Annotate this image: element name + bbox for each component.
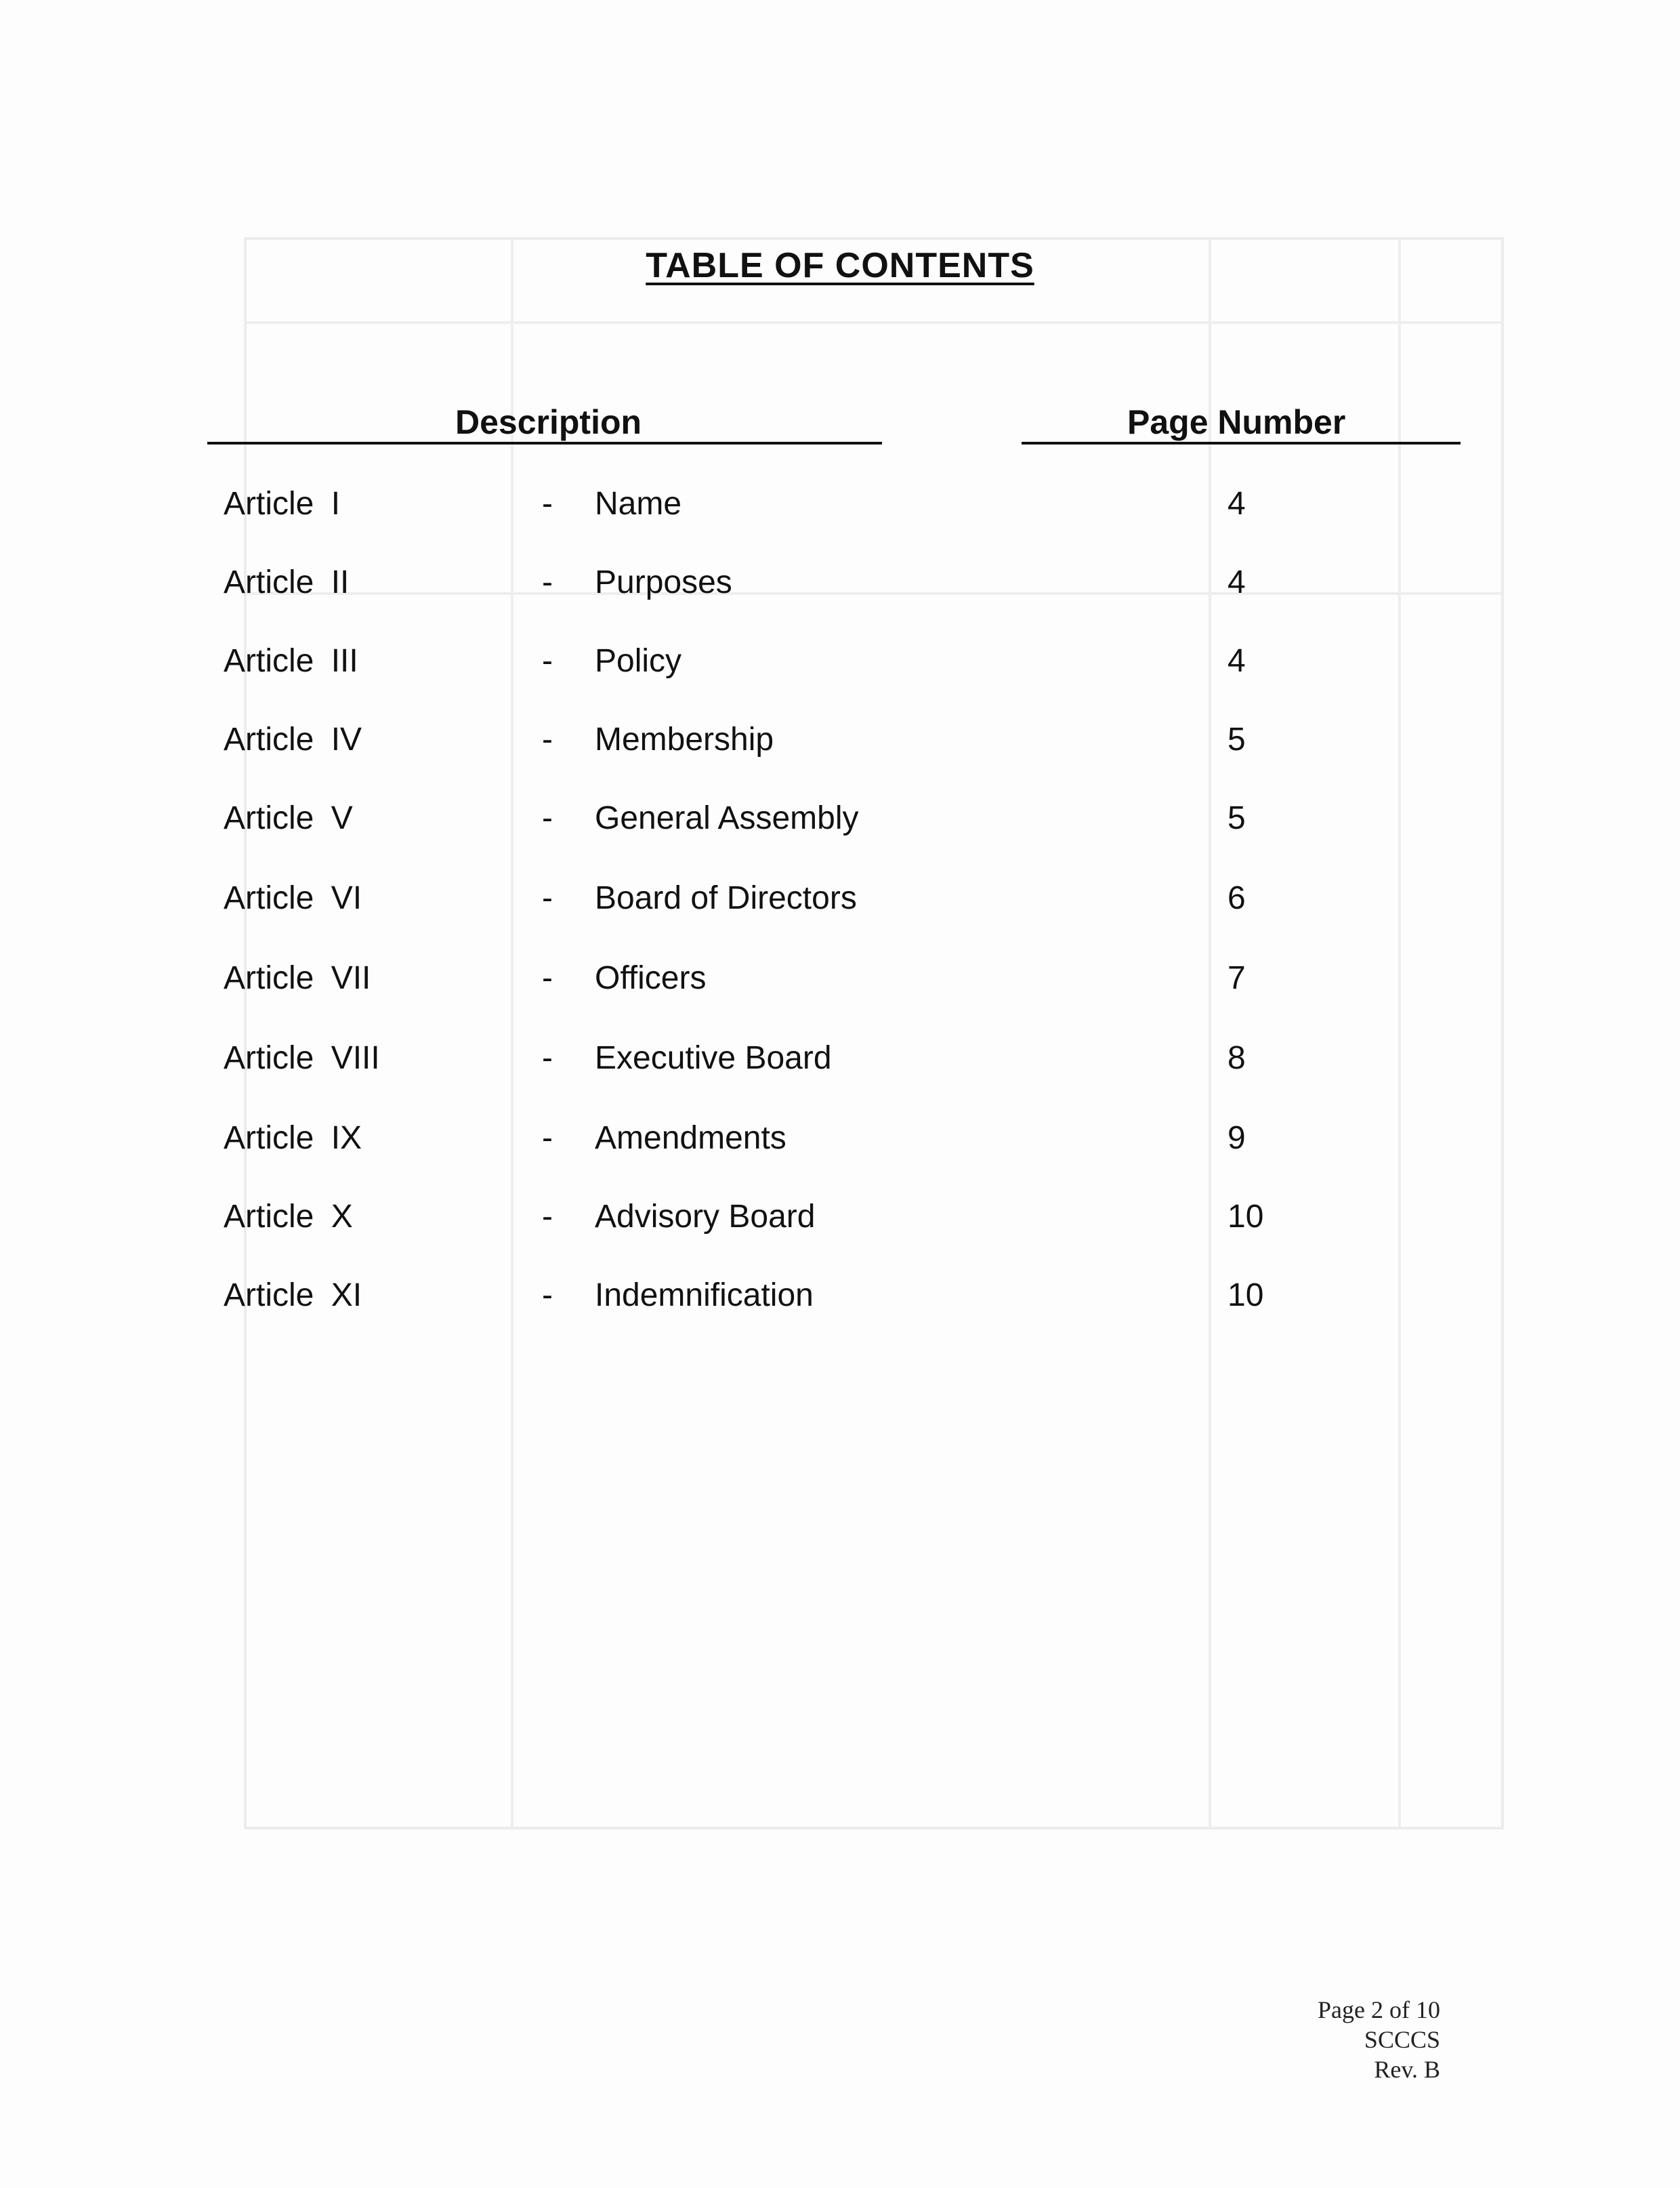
page-number: 10 — [1227, 1199, 1264, 1235]
entry-dash: - — [542, 880, 553, 916]
article-name: Advisory Board — [595, 1199, 816, 1235]
page-number: 7 — [1227, 960, 1246, 996]
article-name: Board of Directors — [595, 880, 857, 916]
page-number-header-rule — [1022, 442, 1461, 445]
toc-entry — [0, 1277, 1680, 1324]
article-number: Article IV — [224, 722, 362, 758]
article-name: Name — [595, 486, 682, 522]
article-number: Article XI — [224, 1277, 362, 1313]
entry-dash: - — [542, 800, 553, 836]
entry-dash: - — [542, 643, 553, 679]
article-number: Article I — [224, 486, 341, 522]
entry-dash: - — [542, 722, 553, 758]
description-header: Description — [455, 403, 642, 441]
article-name: Amendments — [595, 1120, 786, 1156]
page-number: 6 — [1227, 880, 1246, 916]
article-number: Article V — [224, 800, 353, 836]
page-footer — [1318, 1995, 1440, 2084]
article-number: Article III — [224, 643, 358, 679]
toc-entry — [0, 880, 1680, 927]
entry-dash: - — [542, 564, 553, 600]
page-number: 10 — [1227, 1277, 1264, 1313]
toc-entry — [0, 642, 1680, 690]
article-number: Article IX — [224, 1120, 362, 1156]
article-number: Article VIII — [224, 1040, 380, 1076]
article-name: General Assembly — [595, 800, 859, 836]
article-name: Purposes — [595, 564, 732, 600]
page-number: 5 — [1227, 722, 1246, 758]
page-title: TABLE OF CONTENTS — [646, 246, 1034, 285]
footer-organization: SCCCS — [1364, 2026, 1440, 2053]
toc-entry — [0, 1198, 1680, 1245]
toc-entry — [0, 564, 1680, 611]
page-number: 4 — [1227, 486, 1246, 522]
toc-entry — [0, 1039, 1680, 1087]
entry-dash: - — [542, 960, 553, 996]
article-name: Indemnification — [595, 1277, 814, 1313]
show-through-line — [1398, 240, 1401, 1827]
description-header-rule — [207, 442, 882, 445]
entry-dash: - — [542, 1199, 553, 1235]
toc-entry — [0, 959, 1680, 1007]
show-through-line — [511, 240, 513, 1827]
page-number: 4 — [1227, 564, 1246, 600]
entry-dash: - — [542, 1120, 553, 1156]
article-name: Membership — [595, 722, 774, 758]
article-number: Article VII — [224, 960, 371, 996]
toc-entry — [0, 800, 1680, 847]
toc-entry — [0, 1119, 1680, 1167]
toc-entry — [0, 721, 1680, 768]
page-number: 9 — [1227, 1120, 1246, 1156]
entry-dash: - — [542, 1040, 553, 1076]
page-number: 4 — [1227, 643, 1246, 679]
page-number: 8 — [1227, 1040, 1246, 1076]
page-number-header: Page Number — [1127, 403, 1346, 441]
show-through-background — [244, 237, 1504, 1830]
page-number: 5 — [1227, 800, 1246, 836]
article-name: Officers — [595, 960, 707, 996]
toc-entry — [0, 485, 1680, 533]
article-name: Policy — [595, 643, 682, 679]
show-through-line — [247, 321, 1501, 324]
footer-page-count: Page 2 of 10 — [1318, 1996, 1440, 2023]
show-through-line — [1209, 240, 1211, 1827]
entry-dash: - — [542, 486, 553, 522]
entry-dash: - — [542, 1277, 553, 1313]
footer-revision: Rev. B — [1374, 2056, 1440, 2083]
article-number: Article X — [224, 1199, 353, 1235]
article-name: Executive Board — [595, 1040, 832, 1076]
article-number: Article VI — [224, 880, 362, 916]
article-number: Article II — [224, 564, 350, 600]
